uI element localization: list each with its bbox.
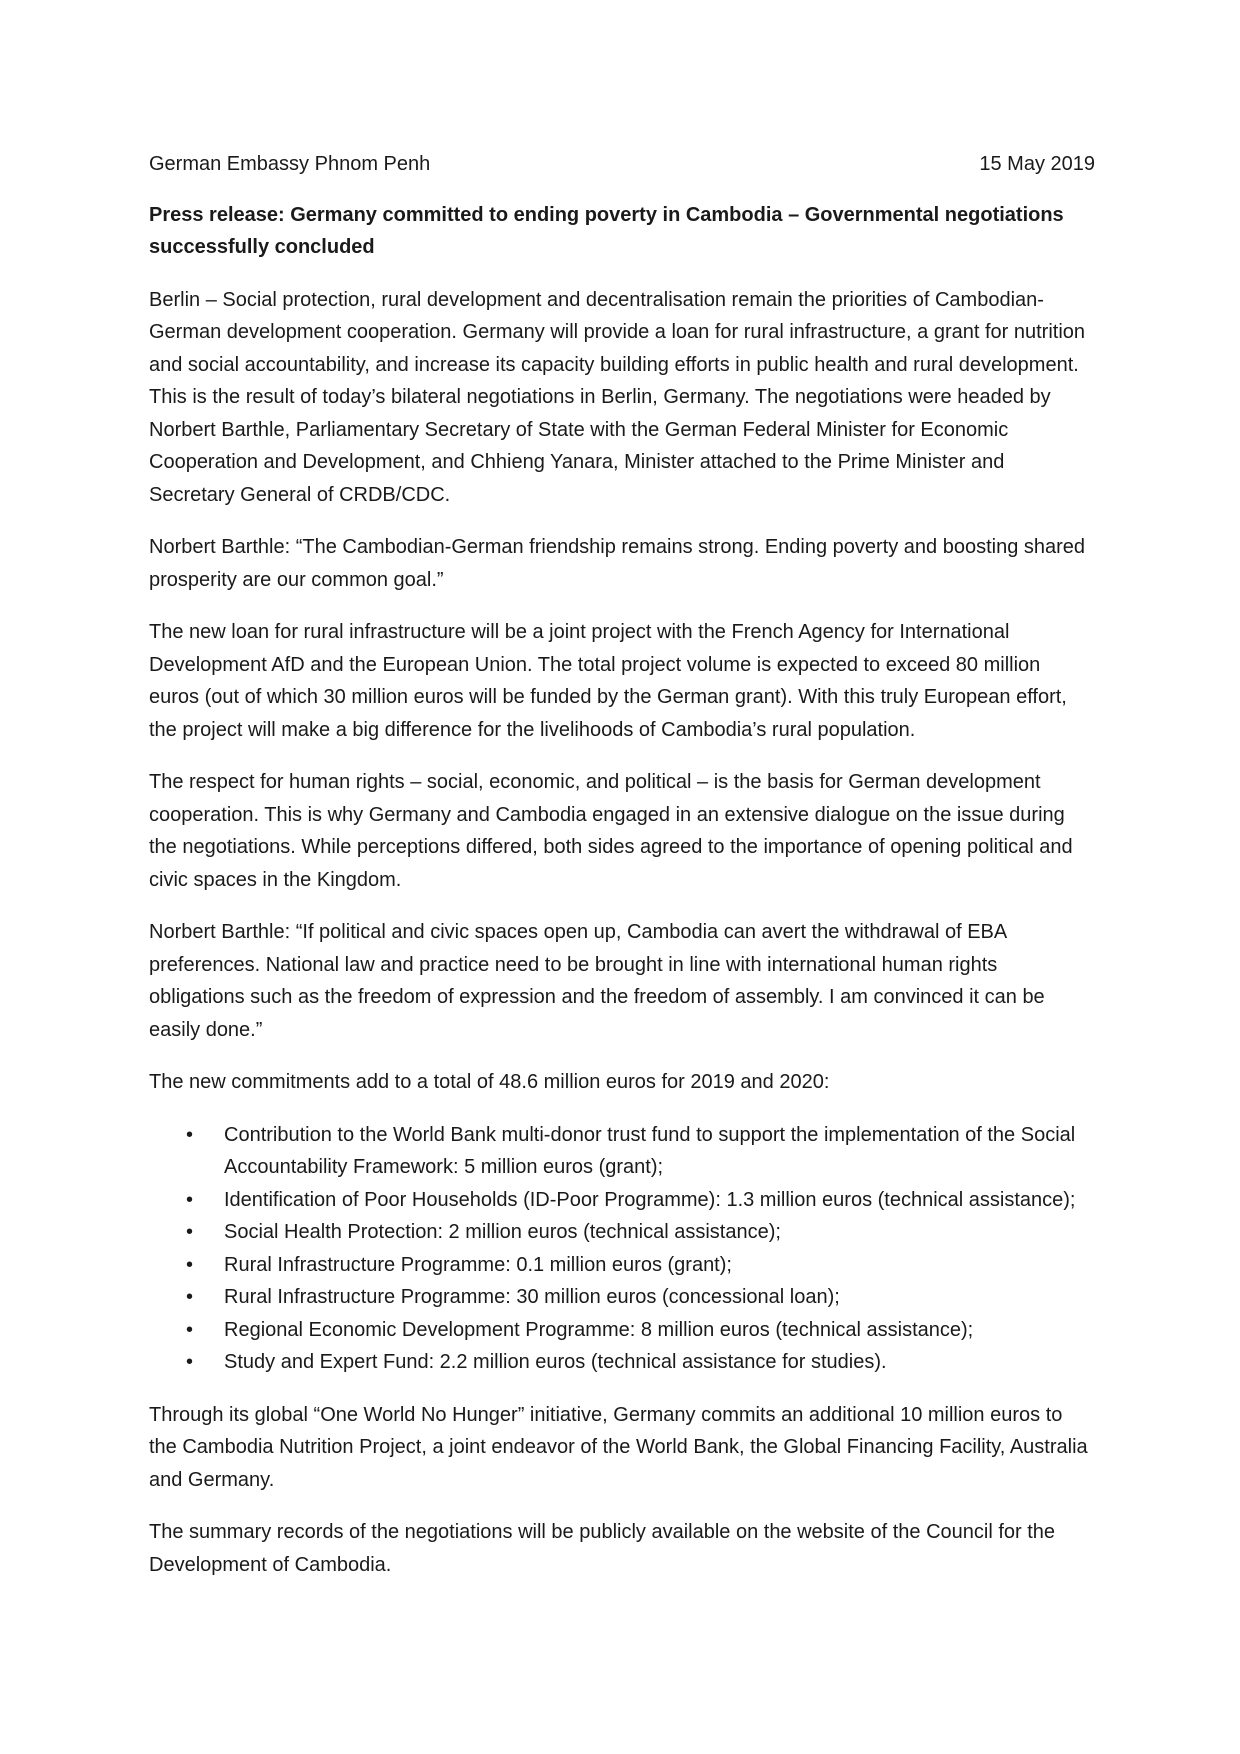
list-item <box>149 1346 1095 1379</box>
bullet-icon: • <box>186 1286 194 1308</box>
paragraph-commitments-intro: The new commitments add to a total of 48.6 million euros for 2019 and 2020: <box>149 1071 830 1093</box>
list-item <box>149 1314 1095 1347</box>
paragraph-rural-loan: The new loan for rural infrastructure will be a joint project with the French Agency for International Development AfD and the European Union. The total project volume is expected to exceed 80 million euros (out of which 30 million euros will be funded by the German grant). With this truly European effort, the project will make a big difference for the livelihoods of Cambodia’s rural population. <box>149 621 1067 741</box>
list-item-text: Contribution to the World Bank multi-donor trust fund to support the implementation of the Social Accountability Framework: 5 million euros (grant); <box>224 1123 1076 1178</box>
press-release-page <box>149 148 1095 1601</box>
list-item <box>149 1281 1095 1314</box>
list-item <box>149 1184 1095 1217</box>
paragraph-quote-eba: Norbert Barthle: “If political and civic spaces open up, Cambodia can avert the withdrawal of EBA preferences. National law and practice need to be brought in line with international human rights obligations such as the freedom of expression and the freedom of assembly. I am convinced it can be easily done.” <box>149 921 1045 1041</box>
press-release-title: Press release: Germany committed to ending poverty in Cambodia – Governmental negotiations successfully concluded <box>149 203 1064 258</box>
list-item-text: Rural Infrastructure Programme: 0.1 million euros (grant); <box>224 1253 732 1276</box>
sender-name: German Embassy Phnom Penh <box>149 153 431 175</box>
list-item <box>149 1119 1095 1184</box>
letter-header <box>149 148 1095 181</box>
bullet-icon: • <box>186 1318 194 1341</box>
list-item-text: Regional Economic Development Programme: 8 million euros (technical assistance); <box>224 1318 974 1341</box>
list-item-text: Identification of Poor Households (ID-Poor Programme): 1.3 million euros (technical assistance); <box>224 1188 1076 1211</box>
bullet-icon: • <box>186 1123 194 1146</box>
list-item-text: Social Health Protection: 2 million euros (technical assistance); <box>224 1221 781 1243</box>
bullet-icon: • <box>186 1221 194 1243</box>
list-item-text: Rural Infrastructure Programme: 30 million euros (concessional loan); <box>224 1286 840 1308</box>
paragraph-human-rights: The respect for human rights – social, economic, and political – is the basis for German development cooperation. This is why Germany and Cambodia engaged in an extensive dialogue on the issue during the negotiations. While perceptions differed, both sides agreed to the importance of opening political and civic spaces in the Kingdom. <box>149 771 1073 891</box>
bullet-icon: • <box>186 1253 194 1276</box>
bullet-icon: • <box>186 1351 194 1373</box>
paragraph-nutrition: Through its global “One World No Hunger” initiative, Germany commits an additional 10 million euros to the Cambodia Nutrition Project, a joint endeavor of the World Bank, the Global Financing Facility, Australia and Germany. <box>149 1403 1088 1491</box>
paragraph-summary-records: The summary records of the negotiations will be publicly available on the website of the Council for the Development of Cambodia. <box>149 1521 1056 1576</box>
bullet-icon: • <box>186 1188 194 1211</box>
commitments-list <box>149 1119 1095 1379</box>
release-date: 15 May 2019 <box>979 153 1095 175</box>
paragraph-quote-friendship: Norbert Barthle: “The Cambodian-German friendship remains strong. Ending poverty and boosting shared prosperity are our common goal.” <box>149 536 1086 591</box>
paragraph-intro: Berlin – Social protection, rural development and decentralisation remain the priorities of Cambodian-German development cooperation. Germany will provide a loan for rural infrastructure, a grant for nutrition and social accountability, and increase its capacity building efforts in public health and rural development. This is the result of today’s bilateral negotiations in Berlin, Germany. The negotiations were headed by Norbert Barthle, Parliamentary Secretary of State with the German Federal Minister for Economic Cooperation and Development, and Chhieng Yanara, Minister attached to the Prime Minister and Secretary General of CRDB/CDC. <box>149 288 1086 506</box>
list-item <box>149 1216 1095 1249</box>
list-item <box>149 1249 1095 1282</box>
list-item-text: Study and Expert Fund: 2.2 million euros (technical assistance for studies). <box>224 1351 887 1373</box>
